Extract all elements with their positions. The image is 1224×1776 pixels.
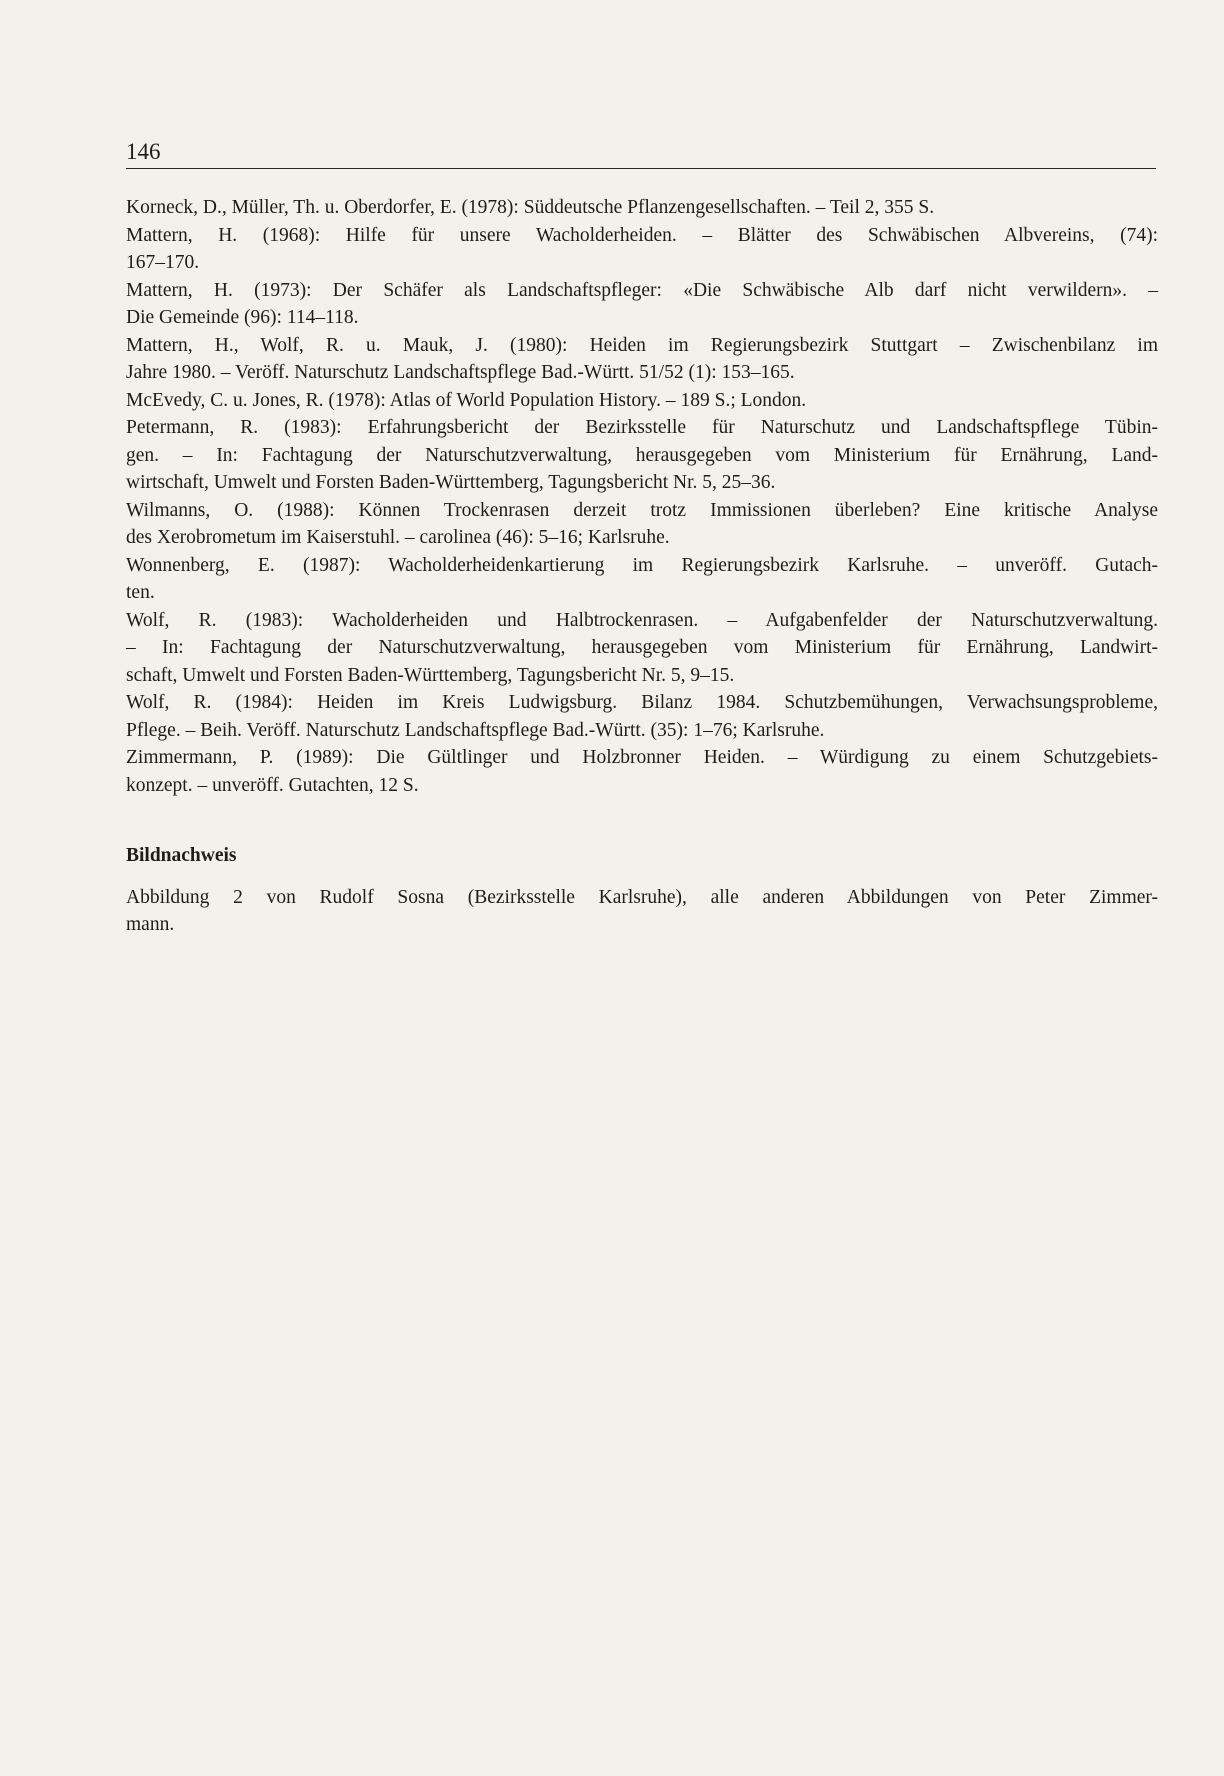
reference-entry bbox=[126, 332, 1158, 387]
reference-entry bbox=[126, 744, 1158, 799]
reference-line: Mattern, H. (1973): Der Schäfer als Landschaftspfleger: «Die Schwäbische Alb darf nicht verwildern». – bbox=[126, 279, 1158, 301]
reference-line: Wolf, R. (1984): Heiden im Kreis Ludwigsburg. Bilanz 1984. Schutzbemühungen, Verwachsungsprobleme, bbox=[126, 692, 1158, 713]
reference-entry bbox=[126, 277, 1158, 332]
reference-line: Jahre 1980. – Veröff. Naturschutz Landschaftspflege Bad.-Württ. 51/52 (1): 153–165. bbox=[126, 362, 795, 383]
reference-line: – In: Fachtagung der Naturschutzverwaltung, herausgegeben vom Ministerium für Ernährung, Landwirt- bbox=[126, 637, 1158, 658]
page-content bbox=[126, 194, 1158, 939]
reference-line: Zimmermann, P. (1989): Die Gültlinger und Holzbronner Heiden. – Würdigung zu einem Schutzgebiets- bbox=[126, 747, 1158, 768]
reference-line: Mattern, H., Wolf, R. u. Mauk, J. (1980): Heiden im Regierungsbezirk Stuttgart – Zwischenbilanz im bbox=[126, 334, 1158, 356]
reference-line: Petermann, R. (1983): Erfahrungsbericht der Bezirksstelle für Naturschutz und Landschaftspflege Tübin- bbox=[126, 417, 1158, 438]
reference-entry bbox=[126, 497, 1158, 552]
section-heading: Bildnachweis bbox=[126, 845, 237, 866]
reference-line: Korneck, D., Müller, Th. u. Oberdorfer, E. (1978): Süddeutsche Pflanzengesellschaften. – Teil 2, 355 S. bbox=[126, 197, 935, 218]
reference-line: McEvedy, C. u. Jones, R. (1978): Atlas of World Population History. – 189 S.; London. bbox=[126, 389, 807, 411]
reference-line: gen. – In: Fachtagung der Naturschutzverwaltung, herausgegeben vom Ministerium für Ernährung, Land- bbox=[126, 444, 1158, 466]
reference-line: wirtschaft, Umwelt und Forsten Baden-Württemberg, Tagungsbericht Nr. 5, 25–36. bbox=[126, 472, 776, 493]
reference-line: schaft, Umwelt und Forsten Baden-Württemberg, Tagungsbericht Nr. 5, 9–15. bbox=[126, 664, 735, 686]
reference-line: Pflege. – Beih. Veröff. Naturschutz Landschaftspflege Bad.-Württ. (35): 1–76; Karlsruhe. bbox=[126, 719, 825, 741]
reference-entry bbox=[126, 222, 1158, 277]
reference-line: Die Gemeinde (96): 114–118. bbox=[126, 307, 359, 328]
reference-entry bbox=[126, 387, 1158, 415]
reference-line: Wilmanns, O. (1988): Können Trockenrasen derzeit trotz Immissionen überleben? Eine kritische Analyse bbox=[126, 499, 1158, 521]
credits-paragraph bbox=[126, 884, 1158, 939]
reference-line: Wonnenberg, E. (1987): Wacholderheidenkartierung im Regierungsbezirk Karlsruhe. – unveröff. Gutach- bbox=[126, 554, 1158, 576]
reference-list bbox=[126, 194, 1158, 799]
page-number: 146 bbox=[126, 139, 161, 164]
credits-line: Abbildung 2 von Rudolf Sosna (Bezirksstelle Karlsruhe), alle anderen Abbildungen von Peter Zimmer- bbox=[126, 886, 1158, 908]
reference-entry bbox=[126, 194, 1158, 222]
reference-line: des Xerobrometum im Kaiserstuhl. – carolinea (46): 5–16; Karlsruhe. bbox=[126, 527, 670, 548]
reference-line: Wolf, R. (1983): Wacholderheiden und Halbtrockenrasen. – Aufgabenfelder der Naturschutzverwaltung. bbox=[126, 609, 1158, 631]
credits-line: mann. bbox=[126, 914, 175, 935]
reference-entry bbox=[126, 689, 1158, 744]
reference-entry bbox=[126, 552, 1158, 607]
reference-entry bbox=[126, 607, 1158, 690]
reference-line: konzept. – unveröff. Gutachten, 12 S. bbox=[126, 774, 419, 796]
reference-line: Mattern, H. (1968): Hilfe für unsere Wacholderheiden. – Blätter des Schwäbischen Albvereins, (74): bbox=[126, 224, 1158, 246]
reference-line: 167–170. bbox=[126, 252, 200, 273]
reference-entry bbox=[126, 414, 1158, 497]
header-rule bbox=[126, 168, 1156, 169]
reference-line: ten. bbox=[126, 582, 155, 603]
